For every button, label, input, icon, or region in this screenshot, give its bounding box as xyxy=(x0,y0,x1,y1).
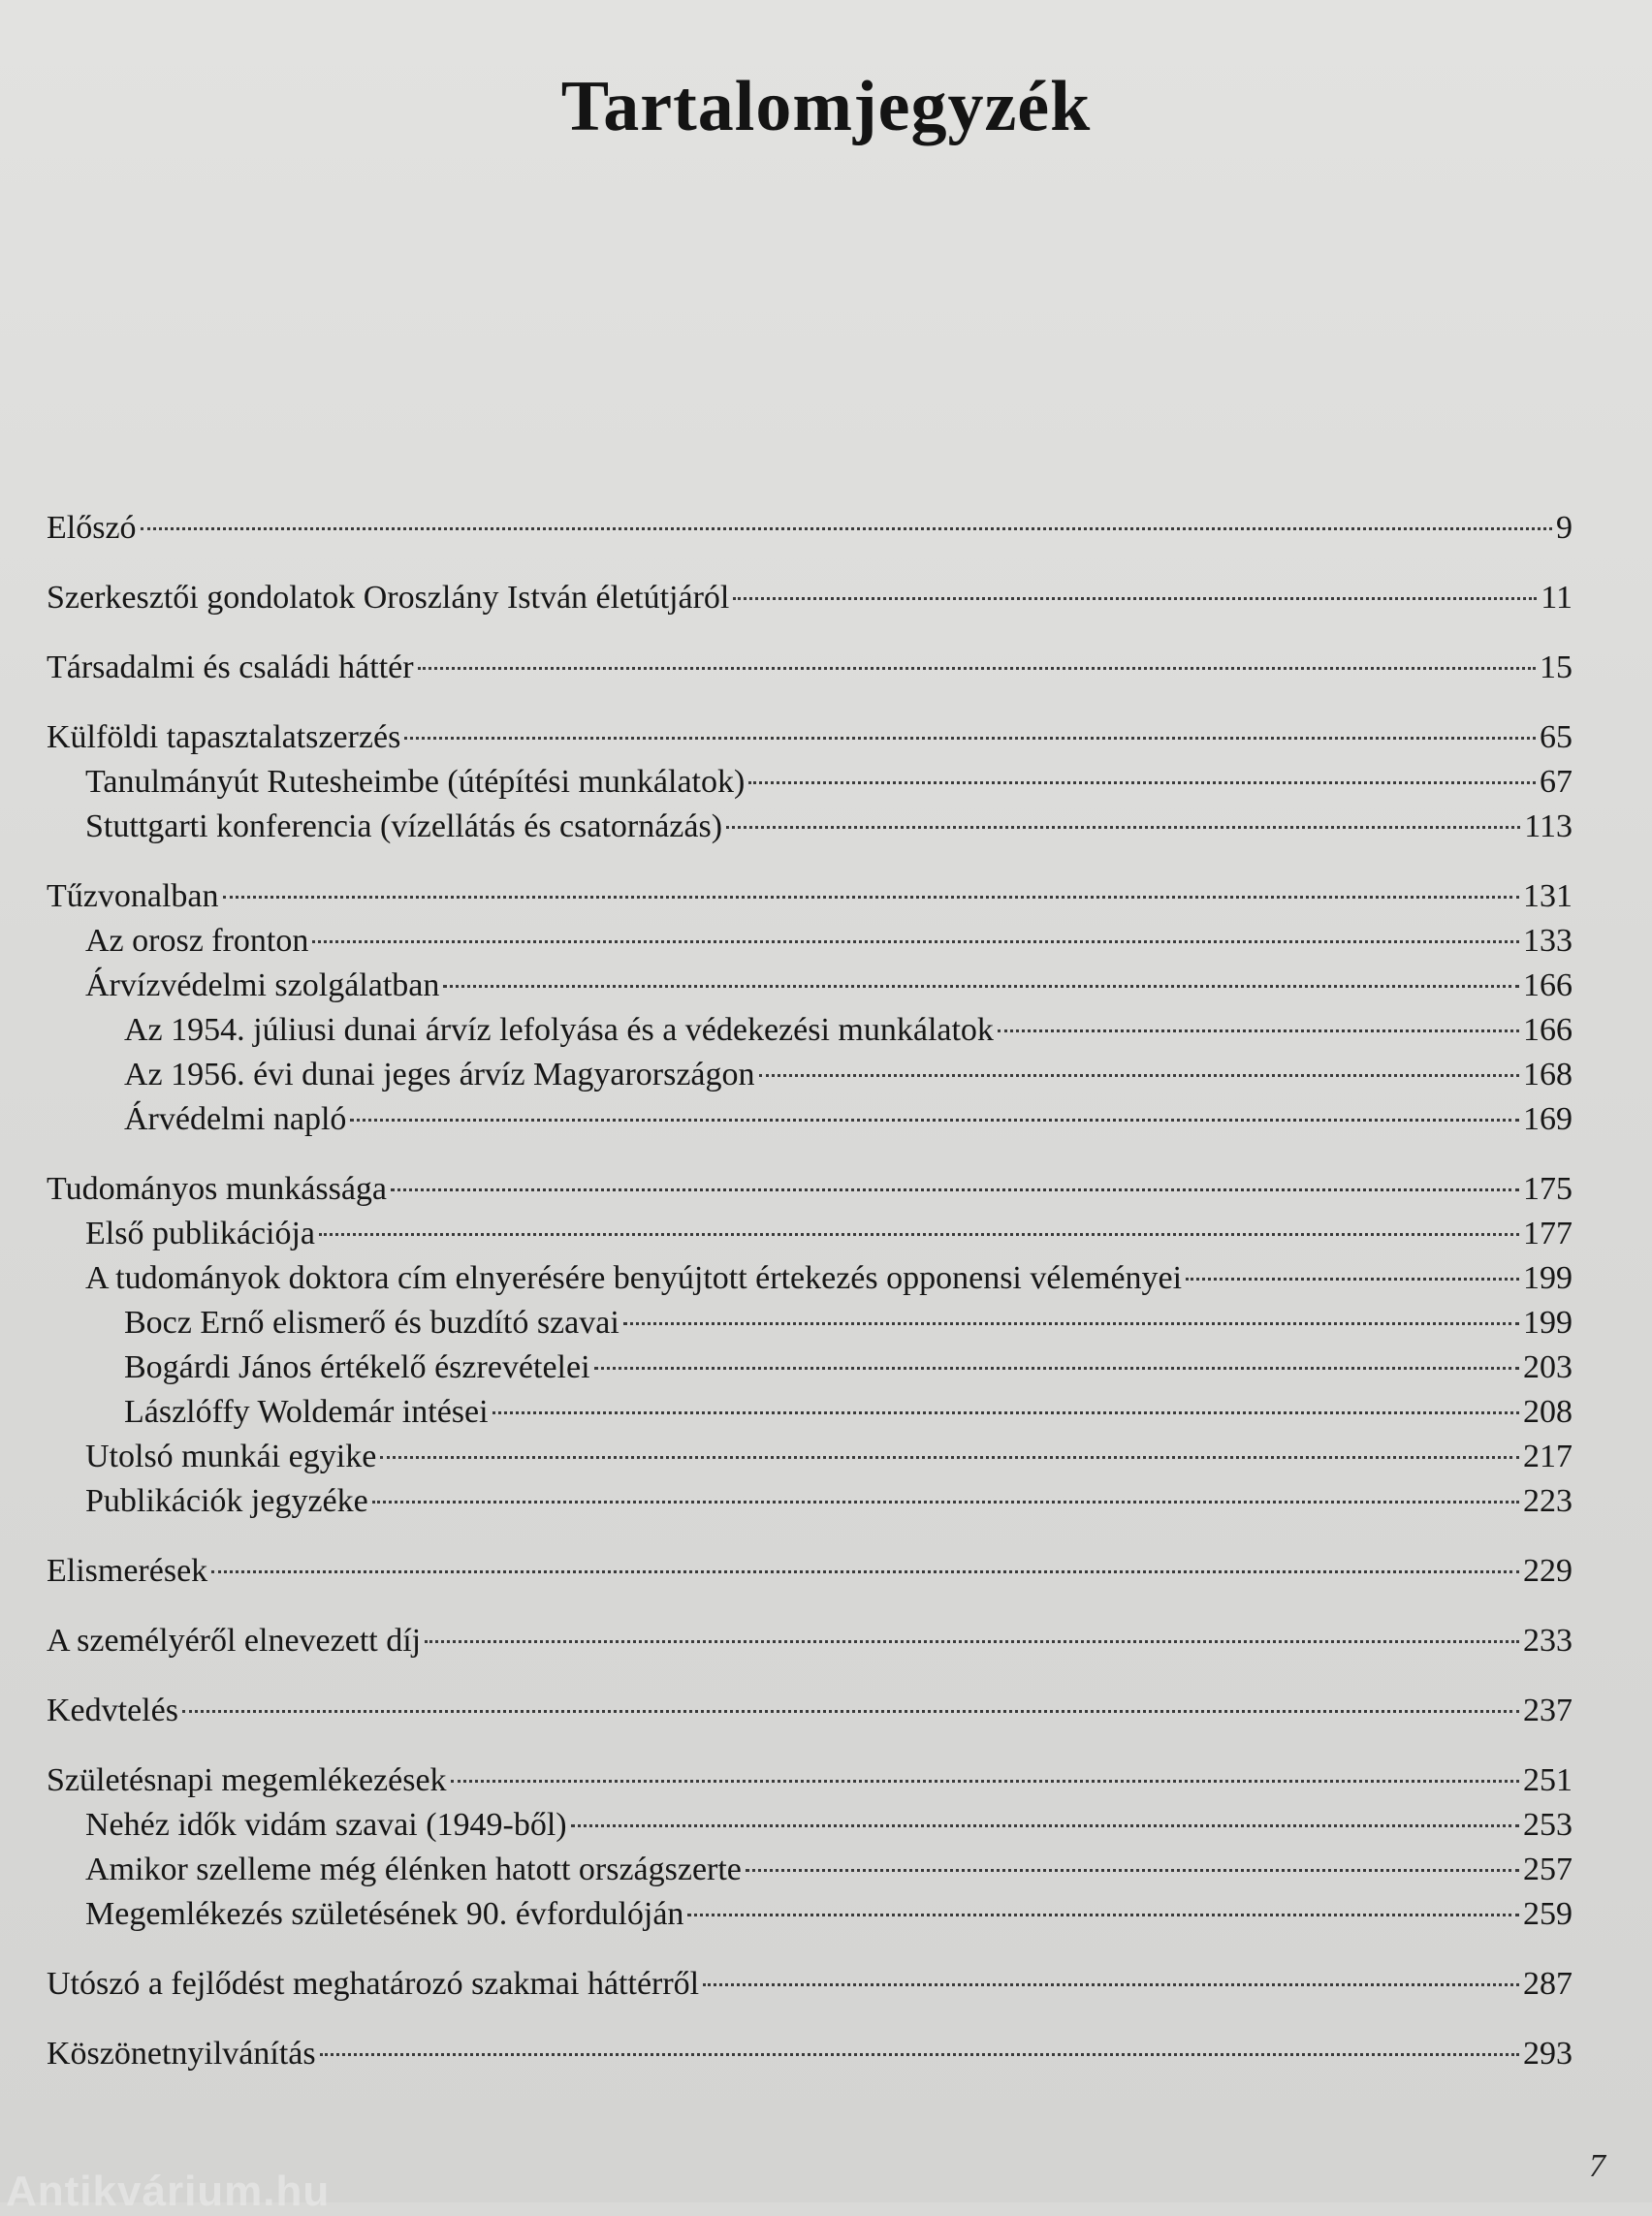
dot-leader xyxy=(320,2053,1519,2056)
toc-entry-title: Köszönetnyilvánítás xyxy=(47,2036,316,2072)
toc-entry-page: 166 xyxy=(1523,967,1573,1003)
toc-entry xyxy=(47,646,1573,690)
dot-leader xyxy=(372,1501,1519,1504)
toc-entry xyxy=(47,1689,1573,1733)
page-title: Tartalomjegyzék xyxy=(560,67,1092,146)
toc-entry xyxy=(47,576,1573,620)
toc-entry-page: 175 xyxy=(1523,1171,1573,1207)
toc-entry-page: 133 xyxy=(1523,923,1573,959)
toc-entry-page: 11 xyxy=(1541,580,1573,616)
toc-entry xyxy=(47,1549,1573,1594)
toc-entry-title: Első publikációja xyxy=(85,1216,316,1251)
toc-entry xyxy=(47,1962,1573,2007)
toc-entry-page: 166 xyxy=(1523,1012,1573,1048)
toc-entry-page: 259 xyxy=(1523,1896,1573,1932)
toc-entry-page: 223 xyxy=(1523,1483,1573,1519)
page-number: 7 xyxy=(1589,2148,1605,2184)
toc-entry-title: Utolsó munkái egyike xyxy=(85,1439,377,1474)
toc-entry xyxy=(47,919,1573,964)
toc-entry-title: A személyéről elnevezett díj xyxy=(47,1623,422,1659)
toc-entry xyxy=(47,760,1573,805)
dot-leader xyxy=(748,781,1536,784)
toc-entry-title: Nehéz idők vidám szavai (1949-ből) xyxy=(85,1807,567,1843)
toc-entry xyxy=(47,1212,1573,1256)
dot-leader xyxy=(312,940,1519,943)
toc-entry-title: Stuttgarti konferencia (vízellátás és csatornázás) xyxy=(85,808,723,844)
toc-entry-title: Tudományos munkássága xyxy=(47,1171,388,1207)
toc-entry-title: Tűzvonalban xyxy=(47,878,219,914)
toc-entry-title: Publikációk jegyzéke xyxy=(85,1483,368,1519)
dot-leader xyxy=(223,896,1520,899)
toc-entry xyxy=(47,506,1573,551)
toc-entry-title: Bocz Ernő elismerő és buzdító szavai xyxy=(124,1305,620,1341)
toc-entry-title: A tudományok doktora cím elnyerésére benyújtott értekezés opponensi véleményei xyxy=(85,1260,1183,1296)
dot-leader xyxy=(418,667,1536,670)
watermark: Antikvárium.hu xyxy=(6,2168,331,2215)
toc-entry-page: 177 xyxy=(1523,1216,1573,1251)
toc-entry-page: 251 xyxy=(1523,1762,1573,1798)
toc-entry xyxy=(47,2032,1573,2076)
toc-entry-page: 287 xyxy=(1523,1966,1573,2002)
dot-leader xyxy=(733,597,1537,600)
toc-entry xyxy=(47,964,1573,1008)
toc-entry-page: 203 xyxy=(1523,1349,1573,1385)
toc-entry-page: 199 xyxy=(1523,1305,1573,1341)
dot-leader xyxy=(404,737,1536,740)
toc-entry-page: 168 xyxy=(1523,1057,1573,1092)
toc-entry xyxy=(47,1053,1573,1097)
toc-entry-page: 217 xyxy=(1523,1439,1573,1474)
toc-entry-title: Utószó a fejlődést meghatározó szakmai háttérről xyxy=(47,1966,700,2002)
dot-leader xyxy=(211,1570,1519,1573)
toc-entry-title: Szerkesztői gondolatok Oroszlány István életútjáról xyxy=(47,580,730,616)
dot-leader xyxy=(451,1780,1519,1783)
toc-entry-page: 65 xyxy=(1540,719,1573,755)
toc-entry-page: 15 xyxy=(1540,649,1573,685)
toc-entry xyxy=(47,805,1573,849)
dot-leader xyxy=(571,1824,1519,1827)
toc-entry xyxy=(47,1345,1573,1390)
toc-entry-title: Az 1954. júliusi dunai árvíz lefolyása és a védekezési munkálatok xyxy=(124,1012,994,1048)
toc-entry-title: Születésnapi megemlékezések xyxy=(47,1762,447,1798)
toc-entry-title: Megemlékezés születésének 90. évfordulóján xyxy=(85,1896,684,1932)
toc-entry-title: Elismerések xyxy=(47,1553,208,1589)
dot-leader xyxy=(141,527,1552,530)
dot-leader xyxy=(492,1411,1519,1414)
toc-entry xyxy=(47,1008,1573,1053)
toc-entry-title: Társadalmi és családi háttér xyxy=(47,649,414,685)
toc-entry-page: 237 xyxy=(1523,1693,1573,1728)
toc-entry xyxy=(47,1390,1573,1435)
toc-entry-title: Előszó xyxy=(47,510,137,546)
toc-entry-page: 229 xyxy=(1523,1553,1573,1589)
toc-entry-title: Külföldi tapasztalatszerzés xyxy=(47,719,401,755)
toc-entry-title: Bogárdi János értékelő észrevételei xyxy=(124,1349,590,1385)
dot-leader xyxy=(391,1188,1519,1191)
toc-entry-page: 67 xyxy=(1540,764,1573,800)
dot-leader xyxy=(998,1029,1519,1032)
dot-leader xyxy=(1186,1278,1519,1281)
toc-entry-page: 131 xyxy=(1523,878,1573,914)
toc-entry-page: 257 xyxy=(1523,1852,1573,1887)
toc-entry-title: Az orosz fronton xyxy=(85,923,309,959)
toc-entry-page: 233 xyxy=(1523,1623,1573,1659)
dot-leader xyxy=(623,1322,1519,1325)
toc-entry-title: Árvédelmi napló xyxy=(124,1101,347,1137)
dot-leader xyxy=(350,1119,1519,1122)
toc-entry-title: Lászlóffy Woldemár intései xyxy=(124,1394,489,1430)
toc-entry-title: Az 1956. évi dunai jeges árvíz Magyarországon xyxy=(124,1057,755,1092)
dot-leader xyxy=(443,985,1519,988)
dot-leader xyxy=(687,1914,1519,1916)
dot-leader xyxy=(319,1233,1519,1236)
toc-entry xyxy=(47,1848,1573,1892)
dot-leader xyxy=(425,1640,1519,1643)
toc-entry xyxy=(47,1758,1573,1803)
toc-entry-page: 9 xyxy=(1556,510,1573,546)
dot-leader xyxy=(746,1869,1519,1872)
toc-entry-title: Kedvtelés xyxy=(47,1693,178,1728)
dot-leader xyxy=(594,1367,1519,1370)
toc-entry-page: 293 xyxy=(1523,2036,1573,2072)
toc-entry xyxy=(47,1892,1573,1937)
toc-entry-page: 113 xyxy=(1524,808,1573,844)
toc-entry xyxy=(47,874,1573,919)
dot-leader xyxy=(380,1456,1519,1459)
toc-entry-page: 169 xyxy=(1523,1101,1573,1137)
toc-entry-page: 253 xyxy=(1523,1807,1573,1843)
toc-entry-title: Amikor szelleme még élénken hatott országszerte xyxy=(85,1852,742,1887)
toc-entry-title: Tanulmányút Rutesheimbe (útépítési munkálatok) xyxy=(85,764,746,800)
toc-entry xyxy=(47,1167,1573,1212)
table-of-contents xyxy=(47,506,1573,2076)
dot-leader xyxy=(726,826,1520,829)
toc-entry xyxy=(47,1803,1573,1848)
toc-entry xyxy=(47,1301,1573,1345)
toc-entry xyxy=(47,715,1573,760)
toc-entry xyxy=(47,1256,1573,1301)
dot-leader xyxy=(759,1074,1520,1077)
dot-leader xyxy=(182,1710,1519,1713)
toc-entry-page: 199 xyxy=(1523,1260,1573,1296)
toc-entry-page: 208 xyxy=(1523,1394,1573,1430)
toc-entry-title: Árvízvédelmi szolgálatban xyxy=(85,967,440,1003)
toc-entry xyxy=(47,1619,1573,1663)
dot-leader xyxy=(703,1983,1519,1986)
toc-entry xyxy=(47,1435,1573,1479)
toc-entry xyxy=(47,1097,1573,1142)
toc-entry xyxy=(47,1479,1573,1524)
